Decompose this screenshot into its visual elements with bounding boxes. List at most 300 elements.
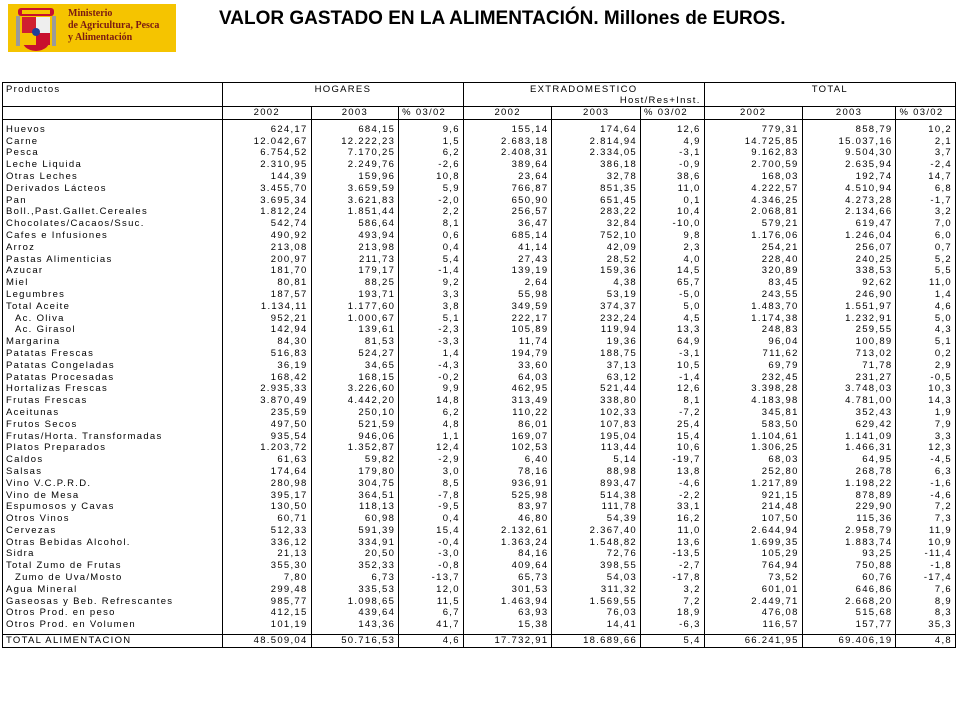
- product-name: Vino de Mesa: [3, 490, 223, 502]
- pct-cell: -6,3: [641, 619, 705, 631]
- value-cell: 514,38: [552, 490, 641, 502]
- value-cell: 107,50: [704, 513, 802, 525]
- pct-cell: -0,8: [399, 560, 464, 572]
- value-cell: 1.203,72: [222, 442, 311, 454]
- pct-cell: 1,1: [399, 431, 464, 443]
- table-row: [3, 159, 956, 171]
- value-cell: 81,53: [311, 336, 399, 348]
- value-cell: 86,01: [463, 419, 552, 431]
- value-cell: 497,50: [222, 419, 311, 431]
- value-cell: 188,75: [552, 348, 641, 360]
- table-row: [3, 277, 956, 289]
- product-name: Otros Prod. en peso: [3, 607, 223, 619]
- value-cell: 71,78: [802, 360, 896, 372]
- table-row: [3, 431, 956, 443]
- value-cell: 111,78: [552, 501, 641, 513]
- product-name: Otras Bebidas Alcohol.: [3, 537, 223, 549]
- table-row: [3, 584, 956, 596]
- value-cell: 222,17: [463, 313, 552, 325]
- value-cell: 192,74: [802, 171, 896, 183]
- product-name: Ac. Oliva: [3, 313, 223, 325]
- value-cell: 462,95: [463, 383, 552, 395]
- value-cell: 195,04: [552, 431, 641, 443]
- value-cell: 1.569,55: [552, 596, 641, 608]
- table-row: [3, 147, 956, 159]
- value-cell: 355,30: [222, 560, 311, 572]
- value-cell: 105,89: [463, 324, 552, 336]
- value-cell: 1.352,87: [311, 442, 399, 454]
- table-row: [3, 124, 956, 136]
- pct-cell: 12,6: [641, 124, 705, 136]
- value-cell: 66.241,95: [704, 635, 802, 648]
- value-cell: 69.406,19: [802, 635, 896, 648]
- value-cell: 229,90: [802, 501, 896, 513]
- value-cell: 83,45: [704, 277, 802, 289]
- value-cell: 2.132,61: [463, 525, 552, 537]
- group-sub-hogares: [222, 95, 463, 107]
- product-name: Agua Mineral: [3, 584, 223, 596]
- product-name: Derivados Lácteos: [3, 183, 223, 195]
- value-cell: 65,73: [463, 572, 552, 584]
- product-name: Otras Leches: [3, 171, 223, 183]
- value-cell: 766,87: [463, 183, 552, 195]
- value-cell: 1.198,22: [802, 478, 896, 490]
- pct-cell: -13,7: [399, 572, 464, 584]
- pct-cell: 10,5: [641, 360, 705, 372]
- product-name: Miel: [3, 277, 223, 289]
- pct-cell: 10,8: [399, 171, 464, 183]
- value-cell: 2.068,81: [704, 206, 802, 218]
- value-cell: 878,89: [802, 490, 896, 502]
- table-row: [3, 383, 956, 395]
- value-cell: 159,96: [311, 171, 399, 183]
- column-header: 2002: [704, 107, 802, 120]
- value-cell: 490,92: [222, 230, 311, 242]
- column-header: 2003: [311, 107, 399, 120]
- table-row: [3, 301, 956, 313]
- product-name: Caldos: [3, 454, 223, 466]
- value-cell: 2.700,59: [704, 159, 802, 171]
- pct-cell: 6,2: [399, 147, 464, 159]
- product-name: Espumosos y Cavas: [3, 501, 223, 513]
- pct-cell: 11,0: [896, 277, 956, 289]
- value-cell: 2.367,40: [552, 525, 641, 537]
- value-cell: 4.442,20: [311, 395, 399, 407]
- pct-cell: -7,2: [641, 407, 705, 419]
- value-cell: 764,94: [704, 560, 802, 572]
- value-cell: 2.958,79: [802, 525, 896, 537]
- table-row: [3, 442, 956, 454]
- value-cell: 2.449,71: [704, 596, 802, 608]
- product-name: Zumo de Uva/Mosto: [3, 572, 223, 584]
- pct-cell: 35,3: [896, 619, 956, 631]
- product-name: Pastas Alimenticias: [3, 254, 223, 266]
- table-row: [3, 407, 956, 419]
- product-name: Pan: [3, 195, 223, 207]
- value-cell: 194,79: [463, 348, 552, 360]
- value-cell: 243,55: [704, 289, 802, 301]
- pct-cell: 14,3: [896, 395, 956, 407]
- value-cell: 54,03: [552, 572, 641, 584]
- products-column-header: Productos: [3, 83, 223, 96]
- value-cell: 946,06: [311, 431, 399, 443]
- ministry-name: Ministerio de Agricultura, Pesca y Alimentación: [68, 8, 160, 43]
- pct-cell: 7,6: [896, 584, 956, 596]
- pct-cell: 5,9: [399, 183, 464, 195]
- pct-cell: 8,1: [641, 395, 705, 407]
- pct-cell: 5,4: [399, 254, 464, 266]
- table-row: [3, 218, 956, 230]
- table-row: [3, 490, 956, 502]
- column-header: % 03/02: [399, 107, 464, 120]
- pct-cell: 10,4: [641, 206, 705, 218]
- value-cell: 1.551,97: [802, 301, 896, 313]
- value-cell: 83,97: [463, 501, 552, 513]
- value-cell: 102,33: [552, 407, 641, 419]
- product-name: Arroz: [3, 242, 223, 254]
- product-name: Total Zumo de Frutas: [3, 560, 223, 572]
- pct-cell: 12,4: [399, 442, 464, 454]
- value-cell: 1.363,24: [463, 537, 552, 549]
- pct-cell: 4,8: [896, 635, 956, 648]
- value-cell: 46,80: [463, 513, 552, 525]
- value-cell: 9.504,30: [802, 147, 896, 159]
- table-row: [3, 348, 956, 360]
- header-row-groups: [3, 83, 956, 96]
- value-cell: 232,24: [552, 313, 641, 325]
- value-cell: 1.699,35: [704, 537, 802, 549]
- product-name: Legumbres: [3, 289, 223, 301]
- value-cell: 4.222,57: [704, 183, 802, 195]
- value-cell: 143,36: [311, 619, 399, 631]
- group-sub-total: [704, 95, 955, 107]
- pct-cell: 2,3: [641, 242, 705, 254]
- value-cell: 6,73: [311, 572, 399, 584]
- value-cell: 159,36: [552, 265, 641, 277]
- pct-cell: -1,8: [896, 560, 956, 572]
- pct-cell: 18,9: [641, 607, 705, 619]
- product-name: Platos Preparados: [3, 442, 223, 454]
- value-cell: 50.716,53: [311, 635, 399, 648]
- value-cell: 268,78: [802, 466, 896, 478]
- product-name: Patatas Procesadas: [3, 372, 223, 384]
- value-cell: 168,42: [222, 372, 311, 384]
- pct-cell: 15,4: [641, 431, 705, 443]
- value-cell: 476,08: [704, 607, 802, 619]
- pct-cell: 5,5: [896, 265, 956, 277]
- pct-cell: 13,6: [641, 537, 705, 549]
- value-cell: 60,98: [311, 513, 399, 525]
- value-cell: 2.935,33: [222, 383, 311, 395]
- pct-cell: 8,1: [399, 218, 464, 230]
- value-cell: 231,27: [802, 372, 896, 384]
- value-cell: 42,09: [552, 242, 641, 254]
- pct-cell: -1,6: [896, 478, 956, 490]
- group-sub-extradomestico: Host/Res+Inst.: [463, 95, 704, 107]
- table-row: [3, 360, 956, 372]
- value-cell: 2.635,94: [802, 159, 896, 171]
- pct-cell: -2,7: [641, 560, 705, 572]
- value-cell: 2.310,95: [222, 159, 311, 171]
- pct-cell: -3,3: [399, 336, 464, 348]
- table-row: [3, 560, 956, 572]
- pct-cell: 64,9: [641, 336, 705, 348]
- value-cell: 2.334,05: [552, 147, 641, 159]
- pct-cell: 2,1: [896, 136, 956, 148]
- value-cell: 2.644,94: [704, 525, 802, 537]
- value-cell: 334,91: [311, 537, 399, 549]
- value-cell: 214,48: [704, 501, 802, 513]
- value-cell: 69,79: [704, 360, 802, 372]
- value-cell: 1.812,24: [222, 206, 311, 218]
- pct-cell: 0,2: [896, 348, 956, 360]
- table-row: [3, 419, 956, 431]
- product-name: Sidra: [3, 548, 223, 560]
- value-cell: 55,98: [463, 289, 552, 301]
- value-cell: 118,13: [311, 501, 399, 513]
- value-cell: 4.346,25: [704, 195, 802, 207]
- table-row: [3, 183, 956, 195]
- pct-cell: 7,0: [896, 218, 956, 230]
- product-name: Salsas: [3, 466, 223, 478]
- pct-cell: 4,6: [896, 301, 956, 313]
- value-cell: 73,52: [704, 572, 802, 584]
- value-cell: 84,16: [463, 548, 552, 560]
- value-cell: 364,51: [311, 490, 399, 502]
- value-cell: 352,43: [802, 407, 896, 419]
- value-cell: 235,59: [222, 407, 311, 419]
- value-cell: 985,77: [222, 596, 311, 608]
- value-cell: 299,48: [222, 584, 311, 596]
- pct-cell: -0,2: [399, 372, 464, 384]
- value-cell: 101,19: [222, 619, 311, 631]
- pct-cell: -11,4: [896, 548, 956, 560]
- pct-cell: 7,9: [896, 419, 956, 431]
- value-cell: 254,21: [704, 242, 802, 254]
- pct-cell: 5,0: [896, 313, 956, 325]
- value-cell: 936,91: [463, 478, 552, 490]
- value-cell: 6.754,52: [222, 147, 311, 159]
- value-cell: 78,16: [463, 466, 552, 478]
- value-cell: 179,80: [311, 466, 399, 478]
- product-name: Carne: [3, 136, 223, 148]
- value-cell: 256,57: [463, 206, 552, 218]
- pct-cell: 10,2: [896, 124, 956, 136]
- pct-cell: 6,8: [896, 183, 956, 195]
- column-header: % 03/02: [641, 107, 705, 120]
- pct-cell: 10,3: [896, 383, 956, 395]
- table-row: [3, 619, 956, 631]
- product-name: TOTAL ALIMENTACION: [3, 635, 223, 648]
- pct-cell: 6,2: [399, 407, 464, 419]
- table-row: [3, 513, 956, 525]
- value-cell: 311,32: [552, 584, 641, 596]
- pct-cell: -3,1: [641, 147, 705, 159]
- value-cell: 63,93: [463, 607, 552, 619]
- value-cell: 115,36: [802, 513, 896, 525]
- value-cell: 34,65: [311, 360, 399, 372]
- value-cell: 521,44: [552, 383, 641, 395]
- value-cell: 54,39: [552, 513, 641, 525]
- pct-cell: 3,0: [399, 466, 464, 478]
- pct-cell: 5,0: [641, 301, 705, 313]
- value-cell: 32,84: [552, 218, 641, 230]
- value-cell: 174,64: [222, 466, 311, 478]
- value-cell: 59,82: [311, 454, 399, 466]
- pct-cell: 3,7: [896, 147, 956, 159]
- pct-cell: 38,6: [641, 171, 705, 183]
- value-cell: 19,36: [552, 336, 641, 348]
- value-cell: 1.000,67: [311, 313, 399, 325]
- value-cell: 4.273,28: [802, 195, 896, 207]
- pct-cell: 33,1: [641, 501, 705, 513]
- pct-cell: 0,4: [399, 242, 464, 254]
- pct-cell: 8,9: [896, 596, 956, 608]
- pct-cell: 9,9: [399, 383, 464, 395]
- pct-cell: 4,5: [641, 313, 705, 325]
- pct-cell: -0,4: [399, 537, 464, 549]
- value-cell: 684,15: [311, 124, 399, 136]
- group-header-hogares: HOGARES: [222, 83, 463, 96]
- pct-cell: 1,4: [896, 289, 956, 301]
- total-row: [3, 635, 956, 648]
- pct-cell: -17,4: [896, 572, 956, 584]
- pct-cell: 0,1: [641, 195, 705, 207]
- value-cell: 96,04: [704, 336, 802, 348]
- value-cell: 313,49: [463, 395, 552, 407]
- column-header: 2002: [463, 107, 552, 120]
- pct-cell: -17,8: [641, 572, 705, 584]
- value-cell: 27,43: [463, 254, 552, 266]
- pct-cell: 12,3: [896, 442, 956, 454]
- value-cell: 7,80: [222, 572, 311, 584]
- value-cell: 711,62: [704, 348, 802, 360]
- value-cell: 36,19: [222, 360, 311, 372]
- value-cell: 142,94: [222, 324, 311, 336]
- value-cell: 12.222,23: [311, 136, 399, 148]
- pct-cell: -1,4: [399, 265, 464, 277]
- value-cell: 349,59: [463, 301, 552, 313]
- pct-cell: 6,0: [896, 230, 956, 242]
- pct-cell: -0,9: [641, 159, 705, 171]
- product-name: Otros Prod. en Volumen: [3, 619, 223, 631]
- pct-cell: 12,6: [641, 383, 705, 395]
- value-cell: 155,14: [463, 124, 552, 136]
- column-header: 2003: [552, 107, 641, 120]
- value-cell: 619,47: [802, 218, 896, 230]
- value-cell: 395,17: [222, 490, 311, 502]
- table-row: [3, 548, 956, 560]
- product-name: Otros Vinos: [3, 513, 223, 525]
- product-name: Azucar: [3, 265, 223, 277]
- value-cell: 1.463,94: [463, 596, 552, 608]
- value-cell: 88,98: [552, 466, 641, 478]
- value-cell: 11,74: [463, 336, 552, 348]
- value-cell: 187,57: [222, 289, 311, 301]
- value-cell: 93,25: [802, 548, 896, 560]
- value-cell: 107,83: [552, 419, 641, 431]
- value-cell: 15,38: [463, 619, 552, 631]
- product-name: Patatas Frescas: [3, 348, 223, 360]
- value-cell: 23,64: [463, 171, 552, 183]
- value-cell: 3.226,60: [311, 383, 399, 395]
- pct-cell: 3,8: [399, 301, 464, 313]
- value-cell: 583,50: [704, 419, 802, 431]
- pct-cell: 65,7: [641, 277, 705, 289]
- value-cell: 1.246,04: [802, 230, 896, 242]
- pct-cell: -7,8: [399, 490, 464, 502]
- pct-cell: -2,3: [399, 324, 464, 336]
- product-name: Boll.,Past.Gallet.Cereales: [3, 206, 223, 218]
- value-cell: 1.217,89: [704, 478, 802, 490]
- pct-cell: 14,8: [399, 395, 464, 407]
- value-cell: 750,88: [802, 560, 896, 572]
- value-cell: 650,90: [463, 195, 552, 207]
- pct-cell: 11,5: [399, 596, 464, 608]
- table-row: [3, 395, 956, 407]
- pct-cell: 9,8: [641, 230, 705, 242]
- value-cell: 2,64: [463, 277, 552, 289]
- value-cell: 4,38: [552, 277, 641, 289]
- value-cell: 409,64: [463, 560, 552, 572]
- value-cell: 4.781,00: [802, 395, 896, 407]
- pct-cell: 8,5: [399, 478, 464, 490]
- value-cell: 320,89: [704, 265, 802, 277]
- value-cell: 579,21: [704, 218, 802, 230]
- value-cell: 20,50: [311, 548, 399, 560]
- value-cell: 779,31: [704, 124, 802, 136]
- value-cell: 139,61: [311, 324, 399, 336]
- value-cell: 2.814,94: [552, 136, 641, 148]
- value-cell: 119,94: [552, 324, 641, 336]
- pct-cell: 9,2: [399, 277, 464, 289]
- pct-cell: 1,9: [896, 407, 956, 419]
- value-cell: 851,35: [552, 183, 641, 195]
- value-cell: 60,76: [802, 572, 896, 584]
- value-cell: 88,25: [311, 277, 399, 289]
- value-cell: 259,55: [802, 324, 896, 336]
- pct-cell: -2,4: [896, 159, 956, 171]
- value-cell: 352,33: [311, 560, 399, 572]
- value-cell: 174,64: [552, 124, 641, 136]
- pct-cell: -2,9: [399, 454, 464, 466]
- table-row: [3, 525, 956, 537]
- pct-cell: 1,4: [399, 348, 464, 360]
- product-name: Huevos: [3, 124, 223, 136]
- value-cell: 105,29: [704, 548, 802, 560]
- value-cell: 283,22: [552, 206, 641, 218]
- table-row: [3, 313, 956, 325]
- value-cell: 48.509,04: [222, 635, 311, 648]
- value-cell: 3.621,83: [311, 195, 399, 207]
- value-cell: 3.695,34: [222, 195, 311, 207]
- value-cell: 1.174,38: [704, 313, 802, 325]
- group-header-extradomestico: EXTRADOMESTICO: [463, 83, 704, 96]
- value-cell: 493,94: [311, 230, 399, 242]
- value-cell: 542,74: [222, 218, 311, 230]
- pct-cell: -10,0: [641, 218, 705, 230]
- product-name: Vino V.C.P.R.D.: [3, 478, 223, 490]
- pct-cell: 7,2: [896, 501, 956, 513]
- value-cell: 256,07: [802, 242, 896, 254]
- pct-cell: -4,6: [641, 478, 705, 490]
- value-cell: 858,79: [802, 124, 896, 136]
- product-name: Frutas Frescas: [3, 395, 223, 407]
- value-cell: 1.851,44: [311, 206, 399, 218]
- product-name: Aceitunas: [3, 407, 223, 419]
- value-cell: 2.134,66: [802, 206, 896, 218]
- value-cell: 169,07: [463, 431, 552, 443]
